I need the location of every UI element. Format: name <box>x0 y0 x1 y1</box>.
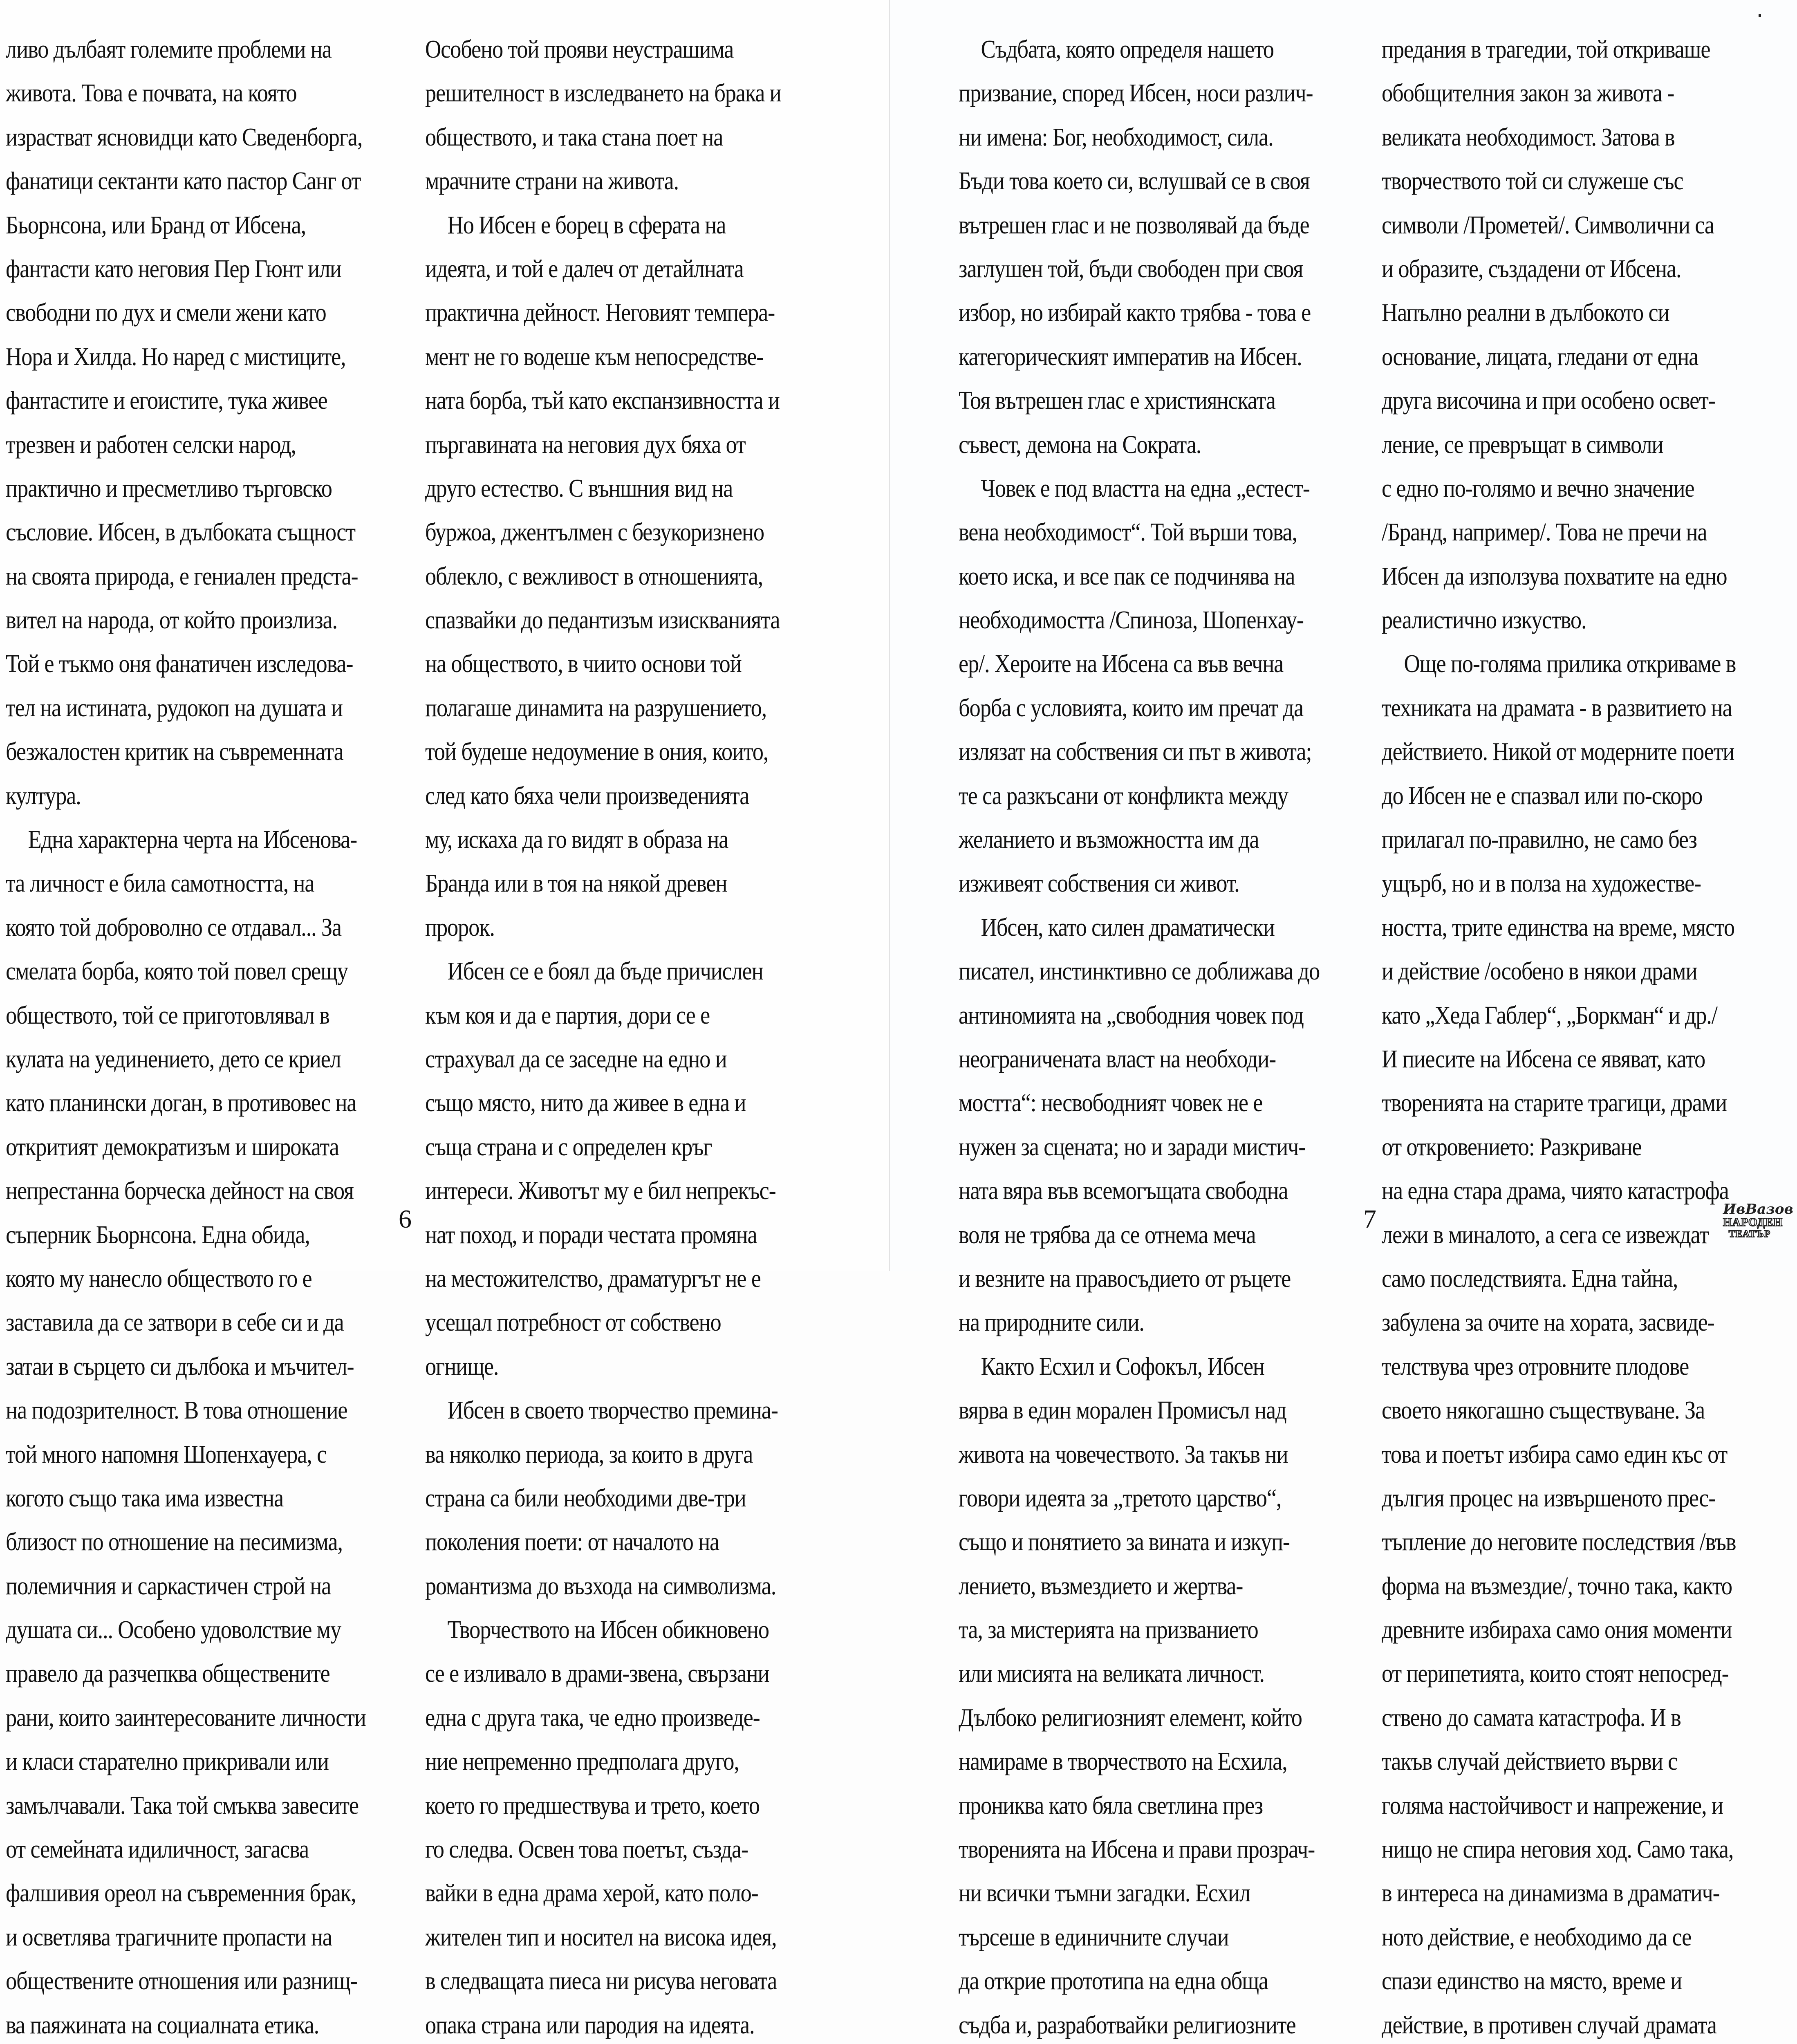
right-page-column-2 <box>1382 28 1736 2044</box>
text-line: правело да разчепква обществените <box>6 1660 330 1688</box>
text-line: замълчавали. Така той смъква завесите <box>6 1791 359 1820</box>
text-line: една с друга така, че едно произведе- <box>425 1703 760 1732</box>
text-line: откритият демократизъм и широката <box>6 1133 339 1161</box>
text-line: търсеше в единичните случаи <box>959 1923 1229 1951</box>
text-line: ни имена: Бог, необходимост, сила. <box>959 123 1273 151</box>
text-line: ствено до самата катастрофа. И в <box>1382 1703 1681 1732</box>
text-line: на природните сили. <box>959 1309 1144 1337</box>
text-line: буржоа, джентълмен с безукоризнено <box>425 518 764 547</box>
text-line: полемичния и саркастичен строй на <box>6 1572 331 1600</box>
text-line: ни всички тъмни загадки. Есхил <box>959 1879 1250 1907</box>
text-line: което иска, и все пак се подчинява на <box>959 562 1295 590</box>
text-line: ер/. Хероите на Ибсена са във вечна <box>959 650 1284 678</box>
text-line: съсловие. Ибсен, в дълбоката същност <box>6 518 355 547</box>
text-line: Особено той прояви неустрашима <box>425 36 734 63</box>
text-line: вярва в един морален Промисъл над <box>959 1396 1286 1425</box>
text-line: ното действие, е необходимо да се <box>1382 1923 1692 1951</box>
text-line: неограничената власт на необходи- <box>959 1045 1276 1073</box>
text-line: И пиесите на Ибсена се явяват, като <box>1382 1045 1705 1073</box>
text-line: действието. Никой от модерните поети <box>1382 738 1734 766</box>
text-line: страна са били необходими две-три <box>425 1484 746 1512</box>
text-line: живота на човечеството. За такъв ни <box>959 1440 1288 1468</box>
text-line: борба с условията, които им пречат да <box>959 694 1303 722</box>
text-line: воля не трябва да се отнема меча <box>959 1221 1256 1249</box>
text-line: и действие /особено в някои драми <box>1382 957 1697 986</box>
text-line: мостта“: несвободният човек не е <box>959 1089 1263 1117</box>
text-line: техниката на драмата - в развитието на <box>1382 694 1732 722</box>
text-line: като „Хеда Габлер“, „Боркман“ и др./ <box>1382 1001 1717 1029</box>
text-line: да открие прототипа на една обща <box>959 1967 1268 1995</box>
text-line: Дълбоко религиозният елемент, който <box>959 1703 1302 1732</box>
text-line: предания в трагедии, той откриваше <box>1382 36 1710 63</box>
text-line: се е изливало в драми-звена, свързани <box>425 1660 769 1688</box>
text-line: антиномията на „свободния човек под <box>959 1001 1304 1029</box>
text-line: друга височина и при особено освет- <box>1382 387 1715 415</box>
text-line: след като бяха чели произведенията <box>425 782 749 810</box>
text-line: практично и пресметливо търговско <box>6 474 332 502</box>
text-line: живота. Това е почвата, на която <box>6 79 297 108</box>
text-line: жителен тип и носител на висока идея, <box>425 1923 777 1951</box>
text-line: обществените отношения или разнищ- <box>6 1967 357 1995</box>
text-line: призвание, според Ибсен, носи различ- <box>959 79 1313 108</box>
text-line: към коя и да е партия, дори се е <box>425 1001 710 1029</box>
text-line: фалшивия ореол на съвременния брак, <box>6 1879 356 1907</box>
text-line: тел на истината, рудокоп на душата и <box>6 694 343 722</box>
text-line: творенията на старите трагици, драми <box>1382 1089 1727 1117</box>
text-line: вътрешен глас и не позволявай да бъде <box>959 211 1309 239</box>
text-line: Напълно реални в дълбокото си <box>1382 299 1669 327</box>
text-line: Той е тъкмо оня фанатичен изследова- <box>6 650 353 678</box>
left-page <box>0 0 890 2039</box>
right-page-column-1 <box>959 28 1320 2044</box>
text-line: Бьорнсона, или Бранд от Ибсена, <box>6 211 306 239</box>
text-line: мент не го водеше към непосредстве- <box>425 343 764 371</box>
text-line: от перипетията, които стоят непосред- <box>1382 1660 1729 1688</box>
left-page-column-2 <box>425 28 781 2044</box>
text-line: душата си... Особено удоволствие му <box>6 1616 341 1644</box>
text-line: опака страна или пародия на идеята. <box>425 2011 755 2039</box>
text-line: непрестанна борческа дейност на своя <box>6 1177 354 1205</box>
left-page-column-1 <box>6 28 366 2044</box>
text-line: близост по отношение на песимизма, <box>6 1528 343 1556</box>
text-line: поколения поети: от началото на <box>425 1528 719 1556</box>
text-line: и осветлява трагичните пропасти на <box>6 1923 332 1951</box>
text-line: обществото, той се приготовлявал в <box>6 1001 329 1029</box>
text-line: намираме в творчеството на Есхила, <box>959 1748 1287 1776</box>
text-line: която той доброволно се отдавал... За <box>6 913 341 941</box>
text-line: му, искаха да го видят в образа на <box>425 826 728 854</box>
logo-text-line-2: ТЕАТЪР <box>1728 1229 1771 1239</box>
text-line: и класи старателно прикривали или <box>6 1748 329 1776</box>
text-line: когото също така има известна <box>6 1484 283 1512</box>
text-line: в следващата пиеса ни рисува неговата <box>425 1967 777 1995</box>
text-line: от откровението: Разкриване <box>1382 1133 1642 1161</box>
text-line: изживеят собствения си живот. <box>959 870 1239 898</box>
text-line: лежи в миналото, а сега се извеждат <box>1382 1221 1709 1249</box>
text-line: съвест, демона на Сократа. <box>959 430 1201 459</box>
text-line: та, за мистерията на призванието <box>959 1616 1258 1644</box>
text-line: което го предшествува и трето, което <box>425 1791 760 1820</box>
text-line: смелата борба, която той повел срещу <box>6 957 348 986</box>
text-line: съперник Бьорнсона. Една обида, <box>6 1221 310 1249</box>
text-line: древните избираха само ония моменти <box>1382 1616 1732 1644</box>
text-line: нат поход, и поради честата промяна <box>425 1221 757 1249</box>
page-number-left: 6 <box>399 1204 412 1233</box>
text-line: творчеството той си служеше със <box>1382 167 1683 195</box>
text-line: на подозрителност. В това отношение <box>6 1396 347 1425</box>
text-line: желанието и възможността им да <box>959 826 1259 854</box>
text-line: спази единство на място, време и <box>1382 1967 1682 1995</box>
text-line: интереси. Животът му е бил непрекъс- <box>425 1177 776 1205</box>
text-line: която му нанесло обществото го е <box>6 1264 312 1293</box>
logo-signature: ИвВазов <box>1723 1201 1793 1217</box>
text-line: затаи в сърцето си дълбока и мъчител- <box>6 1352 354 1381</box>
scan-speck <box>1759 14 1761 17</box>
text-line: до Ибсен не е спазвал или по-скоро <box>1382 782 1703 810</box>
text-line: тъпление до неговите последствия /във <box>1382 1528 1736 1556</box>
text-line: избор, но избирай както трябва - това е <box>959 299 1311 327</box>
text-line: лението, възмездието и жертва- <box>959 1572 1243 1600</box>
text-line: реалистично изкуство. <box>1382 606 1586 634</box>
text-line: също място, нито да живее в една и <box>425 1089 746 1117</box>
text-line: творенията на Ибсена и прави прозрач- <box>959 1836 1315 1864</box>
text-line: форма на възмездие/, точно така, както <box>1382 1572 1732 1600</box>
text-line: ната вяра във всемогъщата свободна <box>959 1177 1288 1205</box>
text-line: Ибсен, като силен драматически <box>981 913 1275 941</box>
text-line: и образите, създадени от Ибсена. <box>1382 255 1681 283</box>
text-line: той будеше недоумение в ония, които, <box>425 738 769 766</box>
text-line: на местожителство, драматургът не е <box>425 1264 761 1293</box>
text-line: заглушен той, бъди свободен при своя <box>959 255 1303 283</box>
text-line: на своята природа, е гениален предста- <box>6 562 358 590</box>
text-line: нищо не спира неговия ход. Само така, <box>1382 1836 1734 1864</box>
text-line: ността, трите единства на време, място <box>1382 913 1734 941</box>
text-line: Ибсен в своето творчество премина- <box>447 1396 778 1425</box>
text-line: /Бранд, например/. Това не пречи на <box>1382 518 1707 547</box>
text-line: той много напомня Шопенхауера, с <box>6 1440 327 1468</box>
text-line: символи /Прометей/. Символични са <box>1382 211 1714 239</box>
text-line: ление, се превръщат в символи <box>1382 430 1663 459</box>
text-line: кулата на уединението, дето се криел <box>6 1045 341 1073</box>
text-line: прилагал по-правилно, не само без <box>1382 826 1697 854</box>
text-line: решителност в изследването на брака и <box>425 79 781 108</box>
text-line: от семейната идиличност, загасва <box>6 1836 309 1864</box>
text-line: писател, инстинктивно се доближава до <box>959 957 1320 986</box>
text-line: категорическият императив на Ибсен. <box>959 343 1302 371</box>
national-theatre-logo <box>1723 1201 1793 1239</box>
text-line: на обществото, в чиито основи той <box>425 650 742 678</box>
text-line: фантастите и егоистите, тука живее <box>6 387 327 415</box>
text-line: голяма настойчивост и напрежение, и <box>1382 1791 1723 1820</box>
text-line: Но Ибсен е борец в сферата на <box>447 211 726 239</box>
text-line: спазвайки до педантизъм изискванията <box>425 606 780 634</box>
text-line: полагаше динамита на разрушението, <box>425 694 767 722</box>
text-line: Бранда или в тоя на някой древен <box>425 870 727 898</box>
text-line: Съдбата, която определя нашето <box>981 36 1274 63</box>
text-line: фанатици сектанти като пастор Санг от <box>6 167 361 195</box>
text-line: пророк. <box>425 913 495 941</box>
text-line: Тоя вътрешен глас е християнската <box>959 387 1275 415</box>
text-line: излязат на собствения си път в живота; <box>959 738 1312 766</box>
text-line: ната борба, тъй като експанзивността и <box>425 387 780 415</box>
text-line: израстват ясновидци като Сведенборга, <box>6 123 363 151</box>
text-line: също и понятието за вината и изкуп- <box>959 1528 1290 1556</box>
text-line: телствува чрез отровните плодове <box>1382 1352 1689 1381</box>
text-line: облекло, с вежливост в отношенията, <box>425 562 763 590</box>
text-line: свободни по дух и смели жени като <box>6 299 326 327</box>
text-line: огнище. <box>425 1352 499 1381</box>
text-line: ва няколко периода, за които в друга <box>425 1440 753 1468</box>
text-line: Творчеството на Ибсен обикновено <box>447 1616 769 1644</box>
text-line: Бъди това което си, вслушвай се в своя <box>959 167 1310 195</box>
logo-text-line-1: НАРОДЕН <box>1723 1216 1783 1229</box>
text-line: Човек е под властта на една „естест- <box>981 474 1310 502</box>
text-line: та личност е била самотността, на <box>6 870 314 898</box>
text-line: го следва. Освен това поетът, създа- <box>425 1836 748 1864</box>
text-line: ние непременно предполага друго, <box>425 1748 739 1776</box>
text-line: такъв случай действието върви с <box>1382 1748 1678 1776</box>
text-line: и везните на правосъдието от ръцете <box>959 1264 1291 1293</box>
text-line: своето някогашно съществуване. За <box>1382 1396 1705 1425</box>
text-line: забулена за очите на хората, засвиде- <box>1382 1309 1714 1337</box>
text-line: романтизма до възхода на символизма. <box>425 1572 776 1600</box>
text-line: основание, лицата, гледани от една <box>1382 343 1698 371</box>
text-line: вител на народа, от който произлиза. <box>6 606 337 634</box>
text-line: страхувал да се заседне на едно и <box>425 1045 727 1073</box>
text-line: съдба и, разработвайки религиозните <box>959 2011 1296 2039</box>
text-line: Както Есхил и Софокъл, Ибсен <box>981 1352 1264 1381</box>
text-line: мрачните страни на живота. <box>425 167 679 195</box>
text-line: Още по-голяма прилика откриваме в <box>1404 650 1736 678</box>
text-line: практична дейност. Неговият темпера- <box>425 299 775 327</box>
page-number-right: 7 <box>1363 1204 1376 1233</box>
text-line: съща страна и с определен кръг <box>425 1133 712 1161</box>
text-line: в интереса на динамизма в драматич- <box>1382 1879 1720 1907</box>
text-line: вена необходимост“. Той върши това, <box>959 518 1297 547</box>
text-line: обществото, и така стана поет на <box>425 123 723 151</box>
text-line: на една стара драма, чиято катастрофа <box>1382 1177 1729 1205</box>
text-line: с едно по-голямо и вечно значение <box>1382 474 1694 502</box>
text-line: Една характерна черта на Ибсенова- <box>28 826 357 854</box>
text-line: Ибсен се е боял да бъде причислен <box>447 957 763 986</box>
text-line: необходимостта /Спиноза, Шопенхау- <box>959 606 1304 634</box>
text-line: заставила да се затвори в себе си и да <box>6 1309 344 1337</box>
text-line: това и поетът избира само един къс от <box>1382 1440 1728 1468</box>
text-line: безжалостен критик на съвременната <box>6 738 343 766</box>
text-line: само последствията. Една тайна, <box>1382 1264 1678 1293</box>
text-line: трезвен и работен селски народ, <box>6 430 296 459</box>
text-line: ливо дълбаят големите проблеми на <box>6 36 332 63</box>
text-line: идеята, и той е далеч от детайлната <box>425 255 744 283</box>
text-line: като планински доган, в противовес на <box>6 1089 356 1117</box>
text-line: култура. <box>6 782 81 810</box>
text-line: Нора и Хилда. Но наред с мистиците, <box>6 343 346 371</box>
text-line: ущърб, но и в полза на художестве- <box>1382 870 1701 898</box>
text-line: друго естество. С външния вид на <box>425 474 733 502</box>
text-line: усещал потребност от собствено <box>425 1309 721 1337</box>
text-line: фантасти като неговия Пер Гюнт или <box>6 255 341 283</box>
text-line: или мисията на великата личност. <box>959 1660 1264 1688</box>
text-line: великата необходимост. Затова в <box>1382 123 1675 151</box>
text-line: обобщителния закон за живота - <box>1382 79 1674 108</box>
text-line: рани, които заинтересованите личности <box>6 1703 366 1732</box>
text-line: дългия процес на извършеното прес- <box>1382 1484 1716 1512</box>
text-line: нужен за сцената; но и заради мистич- <box>959 1133 1306 1161</box>
text-line: ва паяжината на социалната етика. <box>6 2011 319 2039</box>
text-line: пъргавината на неговия дух бяха от <box>425 430 746 459</box>
text-line: те са разкъсани от конфликта между <box>959 782 1288 810</box>
text-line: действие, в противен случай драмата <box>1382 2011 1716 2039</box>
text-line: Ибсен да използува похватите на едно <box>1382 562 1727 590</box>
text-line: вайки в една драма херой, като поло- <box>425 1879 758 1907</box>
text-line: прониква като бяла светлина през <box>959 1791 1263 1820</box>
text-line: говори идеята за „третото царство“, <box>959 1484 1282 1512</box>
